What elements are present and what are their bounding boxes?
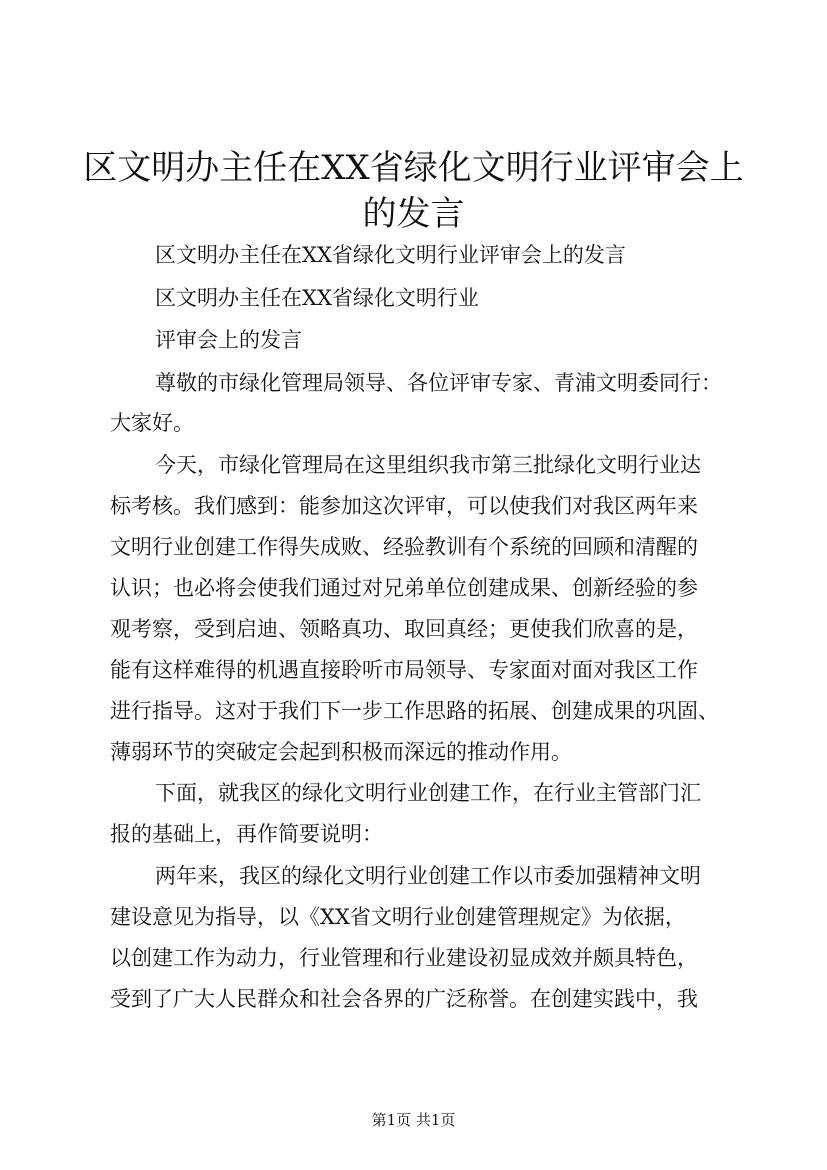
body-line: 尊敬的市绿化管理局领导、各位评审专家、青浦文明委同行：: [155, 371, 722, 395]
document-title-line-2: 的发言: [362, 194, 465, 234]
body-line: 区文明办主任在XX省绿化文明行业: [155, 286, 479, 310]
body-line: 进行指导。这对于我们下一步工作思路的拓展、创建成果的巩固、: [110, 699, 719, 723]
body-line: 大家好。: [110, 411, 194, 435]
body-line: 区文明办主任在XX省绿化文明行业评审会上的发言: [155, 243, 626, 267]
page-footer: 第1页 共1页: [371, 1111, 456, 1129]
document-title-line-1: 区文明办主任在XX省绿化文明行业评审会上: [83, 148, 744, 188]
body-line: 能有这样难得的机遇直接聆听市局领导、专家面对面对我区工作: [110, 658, 698, 682]
body-line: 建设意见为指导，以《XX省文明行业创建管理规定》为依据，: [110, 905, 686, 929]
body-line: 以创建工作为动力，行业管理和行业建设初显成效并颇具特色，: [110, 946, 698, 970]
body-line: 标考核。我们感到：能参加这次评审，可以使我们对我区两年来: [110, 494, 698, 518]
body-line: 下面，就我区的绿化文明行业创建工作，在行业主管部门汇: [155, 781, 701, 805]
body-line: 今天，市绿化管理局在这里组织我市第三批绿化文明行业达: [155, 453, 701, 477]
body-line: 薄弱环节的突破定会起到积极而深远的推动作用。: [110, 740, 572, 764]
body-line: 文明行业创建工作得失成败、经验教训有个系统的回顾和清醒的: [110, 535, 698, 559]
body-line: 两年来，我区的绿化文明行业创建工作以市委加强精神文明: [155, 864, 701, 888]
body-line: 报的基础上，再作简要说明：: [110, 822, 383, 846]
body-line: 受到了广大人民群众和社会各界的广泛称誉。在创建实践中，我: [110, 987, 698, 1011]
body-line: 评审会上的发言: [155, 328, 302, 352]
body-line: 认识；也必将会使我们通过对兄弟单位创建成果、创新经验的参: [110, 576, 698, 600]
body-line: 观考察，受到启迪、领略真功、取回真经；更使我们欣喜的是，: [110, 617, 698, 641]
